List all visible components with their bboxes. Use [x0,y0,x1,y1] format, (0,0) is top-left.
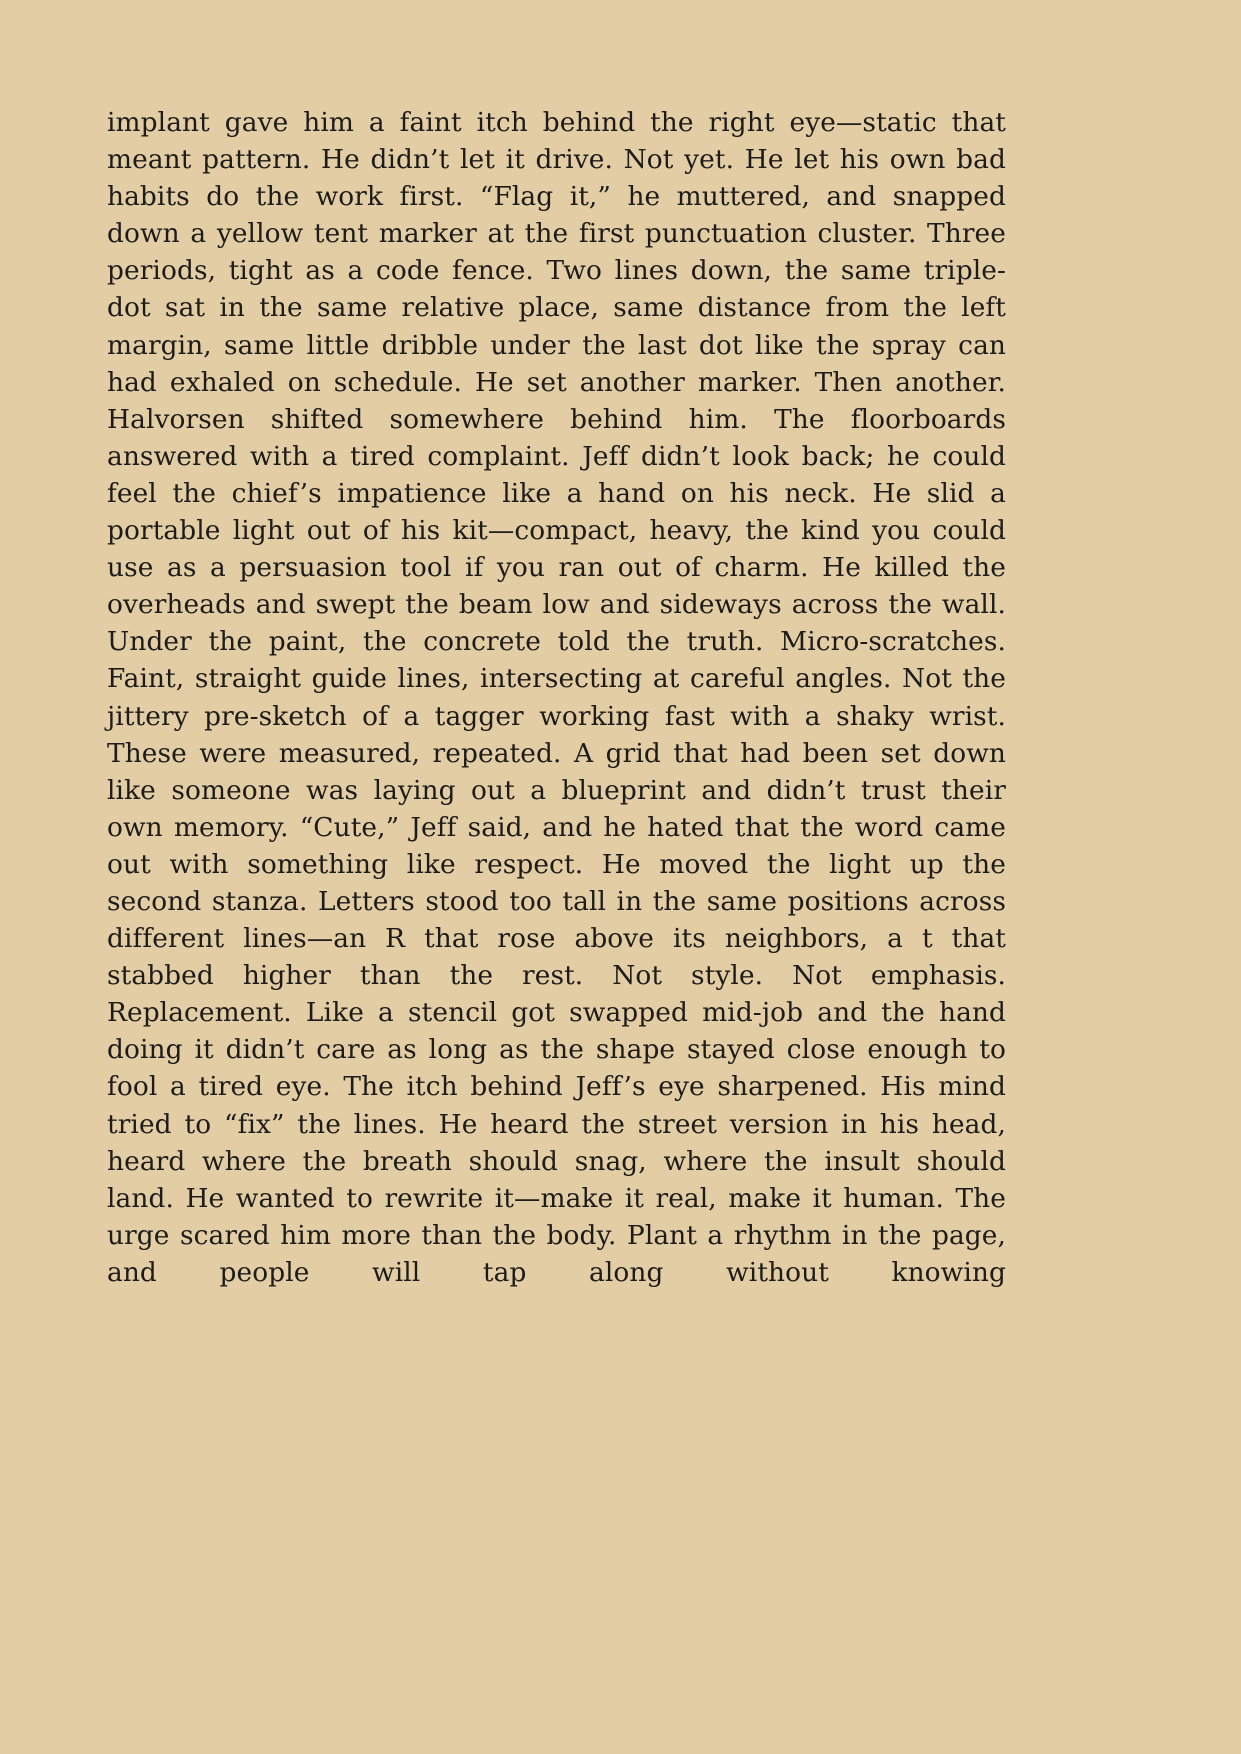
body-paragraph: implant gave him a faint itch behind the right eye—static that meant pattern. He didn’t let it drive. Not yet. He let his own bad habits do the work first. “Flag it,” he muttered, and snapped down a yellow tent marker at the first punctuation cluster. Three periods, tight as a code fence. Two lines down, the same triple-dot sat in the same relative place, same distance from the left margin, same little dribble under the last dot like the spray can had exhaled on schedule. He set another marker. Then another. Halvorsen shifted somewhere behind him. The floorboards answered with a tired complaint. Jeff didn’t look back; he could feel the chief’s impatience like a hand on his neck. He slid a portable light out of his kit—compact, heavy, the kind you could use as a persuasion tool if you ran out of charm. He killed the overheads and swept the beam low and sideways across the wall. Under the paint, the concrete told the truth. Micro-scratches. Faint, straight guide lines, intersecting at careful angles. Not the jittery pre-sketch of a tagger working fast with a shaky wrist. These were measured, repeated. A grid that had been set down like someone was laying out a blueprint and didn’t trust their own memory. “Cute,” Jeff said, and he hated that the word came out with something like respect. He moved the light up the second stanza. Letters stood too tall in the same positions across different lines—an R that rose above its neighbors, a t that stabbed higher than the rest. Not style. Not emphasis. Replacement. Like a stencil got swapped mid-job and the hand doing it didn’t care as long as the shape stayed close enough to fool a tired eye. The itch behind Jeff’s eye sharpened. His mind tried to “fix” the lines. He heard the street version in his head, heard where the breath should snag, where the insult should land. He wanted to rewrite it—make it real, make it human. The urge scared him more than the body. Plant a rhythm in the page, and people will tap along without knowing [107,107,1006,1288]
text-column [107,104,1006,1328]
